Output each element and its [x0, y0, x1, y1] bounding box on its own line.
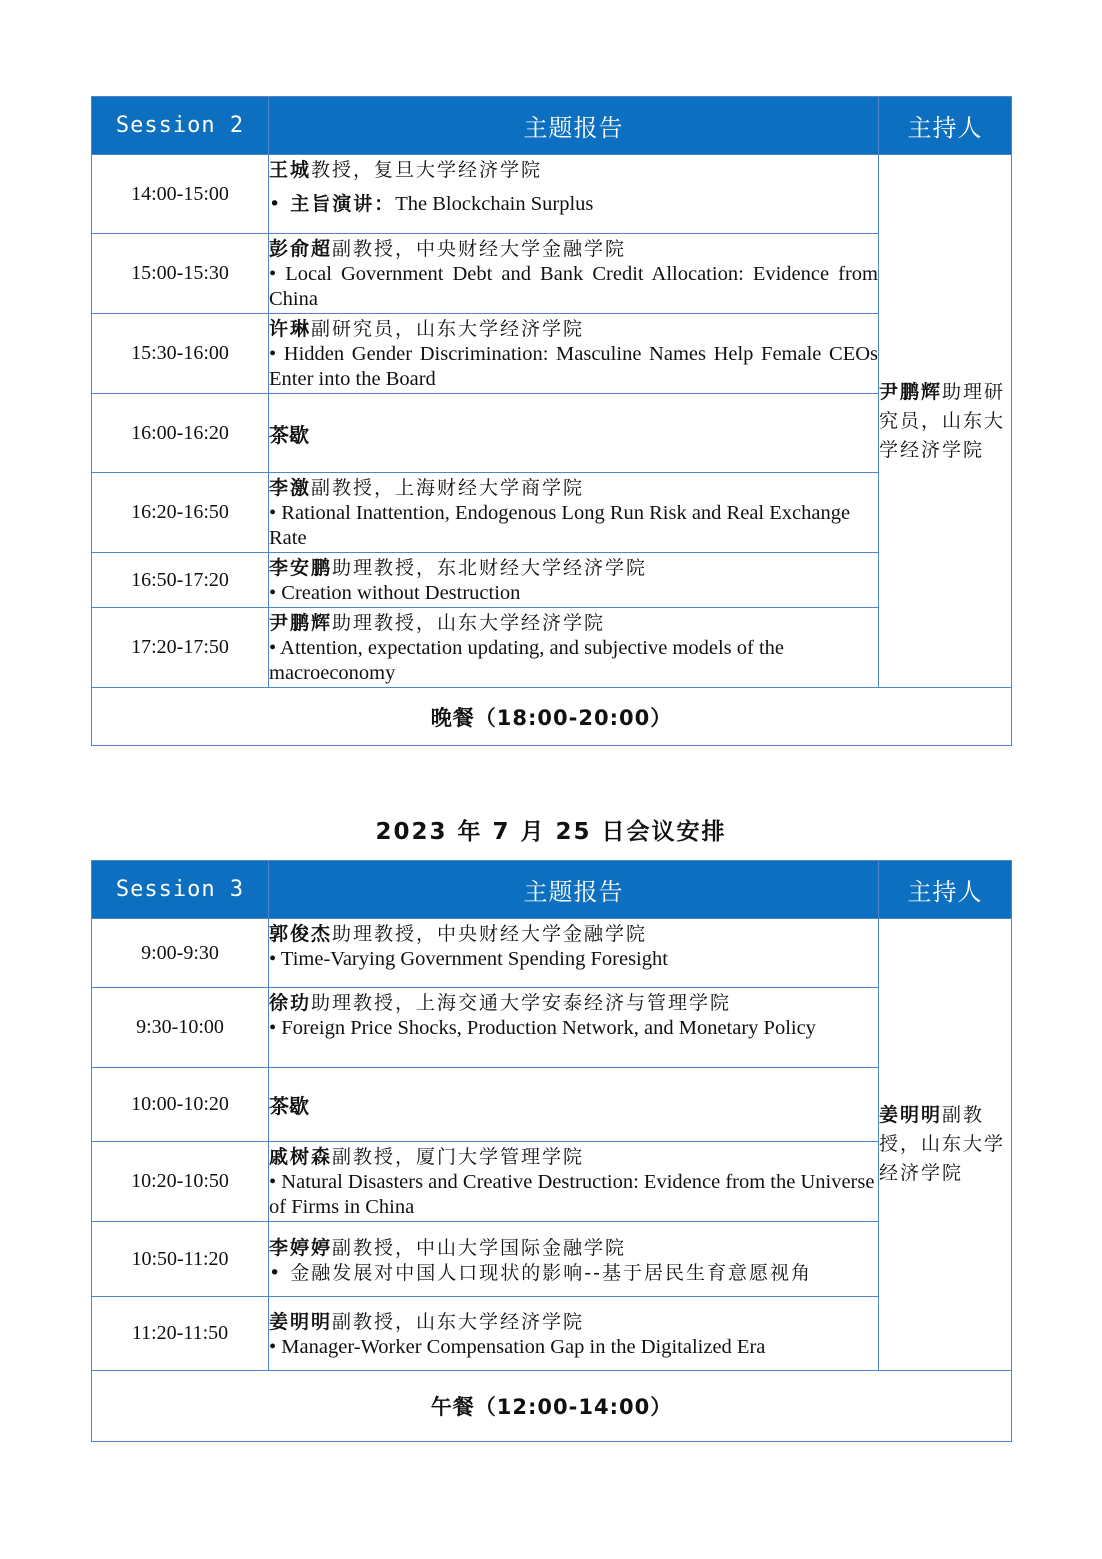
meal-row: [92, 1371, 1012, 1442]
session3-topic-header: 主题报告: [269, 861, 879, 919]
speaker-name: 李激: [269, 477, 312, 499]
table-row: [92, 988, 1012, 1068]
talk-title: • Hidden Gender Discrimination: Masculine Names Help Female CEOs Enter into the Board: [269, 343, 878, 390]
talk-cell: [269, 1142, 879, 1222]
speaker-name: 戚树森: [269, 1146, 333, 1168]
speaker-name: 李婷婷: [269, 1236, 333, 1259]
session3-host-header: 主持人: [879, 861, 1012, 919]
session2-schedule-table: [91, 96, 1012, 746]
time-slot: 16:20-16:50: [92, 473, 269, 553]
talk-title: • Rational Inattention, Endogenous Long Run Risk and Real Exchange Rate: [269, 502, 851, 549]
speaker-role: 助理教授，中央财经大学金融学院: [332, 923, 648, 945]
speaker-role: 副研究员，山东大学经济学院: [311, 318, 585, 340]
talk-title: • Local Government Debt and Bank Credit Allocation: Evidence from China: [269, 263, 878, 310]
meal-row: [92, 688, 1012, 746]
table-row: [92, 155, 1012, 234]
speaker-name: 许琳: [269, 318, 312, 340]
time-slot: 15:00-15:30: [92, 234, 269, 314]
session2-label: Session 2: [92, 97, 269, 155]
session3-label: Session 3: [92, 861, 269, 919]
session2-topic-header: 主题报告: [269, 97, 879, 155]
tea-break: 茶歇: [269, 422, 309, 447]
time-slot: 14:00-15:00: [92, 155, 269, 234]
time-slot: 11:20-11:50: [92, 1297, 269, 1371]
speaker-role: 副教授，上海财经大学商学院: [311, 477, 585, 499]
speaker: [269, 1142, 878, 1170]
speaker: [269, 155, 878, 183]
talk-title: • Attention, expectation updating, and subjective models of the macroeconomy: [269, 637, 785, 684]
time-slot: 17:20-17:50: [92, 608, 269, 688]
tea-break: 茶歇: [269, 1094, 309, 1118]
tea-break-cell: [269, 1068, 879, 1142]
talk-title: • Foreign Price Shocks, Production Network, and Monetary Policy: [269, 1017, 816, 1039]
speaker: [269, 608, 878, 636]
talk-cell: [269, 553, 879, 608]
talk-cell: [269, 234, 879, 314]
host-role: 助理研究员，山东大学经济学院: [879, 380, 1006, 461]
time-slot: 10:00-10:20: [92, 1068, 269, 1142]
table-row: [92, 919, 1012, 988]
table-row: [92, 234, 1012, 314]
table-row: [92, 473, 1012, 553]
speaker: [269, 473, 878, 501]
speaker: [269, 1233, 878, 1261]
speaker-role: 助理教授，东北财经大学经济学院: [332, 557, 648, 579]
speaker: [269, 988, 878, 1016]
time-slot: 10:20-10:50: [92, 1142, 269, 1222]
session2-host-header: 主持人: [879, 97, 1012, 155]
speaker-name: 姜明明: [269, 1311, 333, 1333]
talk-title: • 金融发展对中国人口现状的影响--基于居民生育意愿视角: [269, 1261, 812, 1284]
talk-cell: [269, 314, 879, 394]
talk-cell: [269, 155, 879, 234]
host-name: 尹鹏辉: [879, 380, 943, 403]
speaker: [269, 234, 878, 262]
speaker-name: 尹鹏辉: [269, 612, 333, 634]
talk-title: • Natural Disasters and Creative Destruction: Evidence from the Universe of Firms in China: [269, 1171, 875, 1218]
talk-cell: [269, 608, 879, 688]
session2-host-cell: [879, 155, 1012, 688]
speaker-role: 副教授，山东大学经济学院: [332, 1311, 585, 1333]
talk-cell: [269, 919, 879, 988]
speaker-role: 助理教授，山东大学经济学院: [332, 612, 606, 634]
speaker-role: 副教授，中山大学国际金融学院: [332, 1236, 627, 1259]
table-row: [92, 1297, 1012, 1371]
time-slot: 9:00-9:30: [92, 919, 269, 988]
time-slot: 10:50-11:20: [92, 1222, 269, 1297]
speaker-name: 王城: [269, 159, 312, 181]
time-slot: 15:30-16:00: [92, 314, 269, 394]
table-row: [92, 1142, 1012, 1222]
time-slot: 16:00-16:20: [92, 394, 269, 473]
speaker: [269, 553, 878, 581]
time-slot: 16:50-17:20: [92, 553, 269, 608]
talk-cell: [269, 473, 879, 553]
table-row: [92, 314, 1012, 394]
speaker-name: 徐玏: [269, 992, 312, 1014]
speaker-role: 教授，复旦大学经济学院: [311, 159, 543, 181]
speaker-name: 李安鹏: [269, 557, 333, 579]
keynote-title: • 主旨演讲：The Blockchain Surplus: [269, 193, 594, 215]
host-role: 副教授，山东大学经济学院: [879, 1104, 1006, 1184]
speaker-role: 副教授，中央财经大学金融学院: [332, 238, 627, 260]
host-name: 姜明明: [879, 1104, 943, 1126]
table-row: [92, 1222, 1012, 1297]
time-slot: 9:30-10:00: [92, 988, 269, 1068]
lunch-label: 午餐（12:00-14:00）: [92, 1371, 1012, 1442]
speaker-name: 郭俊杰: [269, 923, 333, 945]
table-row: [92, 1068, 1012, 1142]
session2-header-row: [92, 97, 1012, 155]
session3-host-cell: [879, 919, 1012, 1371]
speaker: [269, 919, 878, 947]
talk-cell: [269, 988, 879, 1068]
talk-title: • Time-Varying Government Spending Foresight: [269, 948, 668, 970]
table-row: [92, 394, 1012, 473]
speaker-role: 助理教授，上海交通大学安泰经济与管理学院: [311, 992, 732, 1014]
speaker: [269, 314, 878, 342]
talk-title: The Blockchain Surplus: [395, 193, 594, 215]
talk-title: • Manager-Worker Compensation Gap in the Digitalized Era: [269, 1336, 766, 1358]
session3-schedule-table: [91, 860, 1012, 1442]
dinner-label: 晚餐（18:00-20:00）: [92, 688, 1012, 746]
table-row: [92, 553, 1012, 608]
speaker-name: 彭俞超: [269, 238, 333, 260]
tea-break-cell: [269, 394, 879, 473]
talk-title: • Creation without Destruction: [269, 582, 521, 604]
speaker-role: 副教授，厦门大学管理学院: [332, 1146, 585, 1168]
speaker: [269, 1307, 878, 1335]
talk-cell: [269, 1297, 879, 1371]
session3-header-row: [92, 861, 1012, 919]
talk-cell: [269, 1222, 879, 1297]
keynote-label: 主旨演讲：: [290, 193, 396, 215]
date-title: 2023 年 7 月 25 日会议安排: [375, 819, 727, 845]
table-row: [92, 608, 1012, 688]
